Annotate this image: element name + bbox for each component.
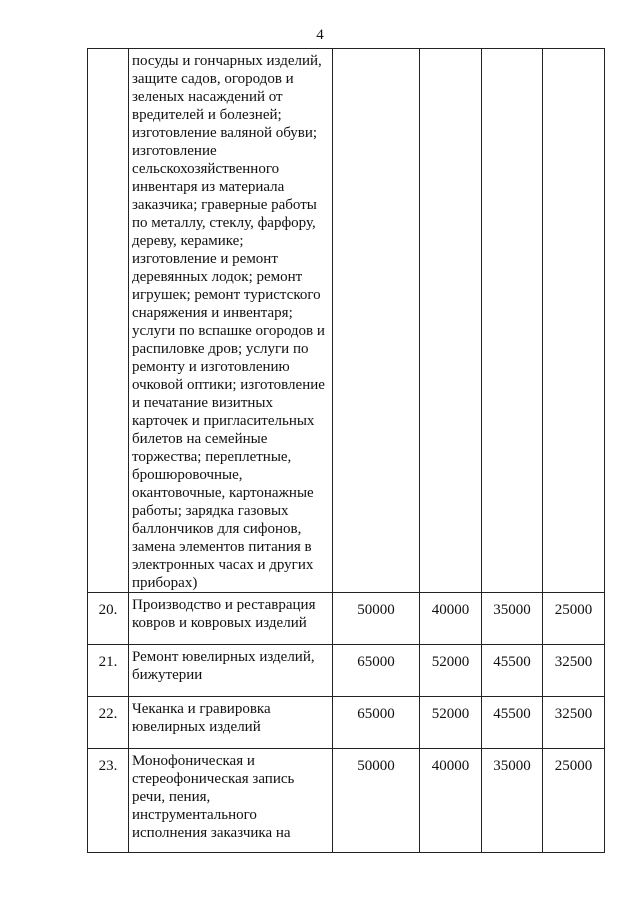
text-line: ковров и ковровых изделий bbox=[132, 615, 307, 631]
text-line: приборах) bbox=[132, 575, 198, 591]
text-line: исполнения заказчика на bbox=[132, 825, 291, 841]
text-line: по металлу, стеклу, фарфору, bbox=[132, 215, 316, 231]
value-cell bbox=[333, 49, 420, 593]
row-number-cell bbox=[88, 49, 129, 593]
text-line: зеленых насаждений от bbox=[132, 89, 283, 105]
text-line: Производство и реставрация bbox=[132, 597, 316, 613]
service-name-lines bbox=[132, 52, 330, 592]
price-value-4: 32500 bbox=[543, 697, 605, 749]
text-line: деревянных лодок; ремонт bbox=[132, 269, 303, 285]
text-line: изготовление и ремонт bbox=[132, 251, 278, 267]
text-line: Монофоническая и bbox=[132, 753, 255, 769]
text-line: бижутерии bbox=[132, 667, 203, 683]
price-value-4: 32500 bbox=[543, 645, 605, 697]
text-line: защите садов, огородов и bbox=[132, 71, 294, 87]
text-line: изготовление bbox=[132, 143, 217, 159]
price-value-3: 35000 bbox=[482, 749, 543, 853]
text-line: замена элементов питания в bbox=[132, 539, 312, 555]
text-line: услуги по вспашке огородов и bbox=[132, 323, 325, 339]
table-row-continuation bbox=[88, 49, 605, 593]
row-number: 21. bbox=[88, 645, 129, 697]
price-value-4: 25000 bbox=[543, 593, 605, 645]
service-name-cell bbox=[129, 697, 333, 749]
text-line: посуды и гончарных изделий, bbox=[132, 53, 322, 69]
price-value-1: 65000 bbox=[333, 697, 420, 749]
page-number: 4 bbox=[316, 27, 324, 43]
text-line: инвентаря из материала bbox=[132, 179, 285, 195]
text-line: очковой оптики; изготовление bbox=[132, 377, 325, 393]
value-cell bbox=[420, 49, 482, 593]
text-line: брошюровочные, bbox=[132, 467, 243, 483]
service-name-cell bbox=[129, 49, 333, 593]
row-number: 20. bbox=[88, 593, 129, 645]
price-value-3: 35000 bbox=[482, 593, 543, 645]
services-price-table bbox=[87, 48, 605, 853]
table-row bbox=[88, 749, 605, 853]
price-value-2: 40000 bbox=[420, 749, 482, 853]
price-value-2: 52000 bbox=[420, 645, 482, 697]
text-line: Чеканка и гравировка bbox=[132, 701, 271, 717]
service-name-cell bbox=[129, 645, 333, 697]
service-name-lines bbox=[132, 752, 330, 842]
text-line: вредителей и болезней; bbox=[132, 107, 282, 123]
row-number: 22. bbox=[88, 697, 129, 749]
table-row bbox=[88, 645, 605, 697]
price-value-3: 45500 bbox=[482, 697, 543, 749]
price-value-2: 52000 bbox=[420, 697, 482, 749]
text-line: торжества; переплетные, bbox=[132, 449, 292, 465]
price-value-1: 65000 bbox=[333, 645, 420, 697]
text-line: Ремонт ювелирных изделий, bbox=[132, 649, 315, 665]
table-row bbox=[88, 593, 605, 645]
text-line: окантовочные, картонажные bbox=[132, 485, 314, 501]
value-cell bbox=[543, 49, 605, 593]
text-line: игрушек; ремонт туристского bbox=[132, 287, 321, 303]
row-number: 23. bbox=[88, 749, 129, 853]
price-value-3: 45500 bbox=[482, 645, 543, 697]
text-line: работы; зарядка газовых bbox=[132, 503, 289, 519]
price-value-1: 50000 bbox=[333, 749, 420, 853]
value-cell bbox=[482, 49, 543, 593]
service-name-lines bbox=[132, 648, 330, 684]
text-line: дереву, керамике; bbox=[132, 233, 244, 249]
service-name-lines bbox=[132, 700, 330, 736]
text-line: речи, пения, bbox=[132, 789, 211, 805]
text-line: карточек и пригласительных bbox=[132, 413, 315, 429]
text-line: изготовление валяной обуви; bbox=[132, 125, 318, 141]
table-row bbox=[88, 697, 605, 749]
service-name-cell bbox=[129, 593, 333, 645]
service-name-lines bbox=[132, 596, 330, 632]
text-line: заказчика; граверные работы bbox=[132, 197, 317, 213]
text-line: электронных часах и других bbox=[132, 557, 314, 573]
text-line: ремонту и изготовлению bbox=[132, 359, 290, 375]
price-value-1: 50000 bbox=[333, 593, 420, 645]
text-line: ювелирных изделий bbox=[132, 719, 261, 735]
text-line: снаряжения и инвентаря; bbox=[132, 305, 293, 321]
text-line: сельскохозяйственного bbox=[132, 161, 280, 177]
text-line: билетов на семейные bbox=[132, 431, 268, 447]
price-value-4: 25000 bbox=[543, 749, 605, 853]
text-line: стереофоническая запись bbox=[132, 771, 295, 787]
text-line: распиловке дров; услуги по bbox=[132, 341, 309, 357]
price-value-2: 40000 bbox=[420, 593, 482, 645]
text-line: инструментального bbox=[132, 807, 257, 823]
text-line: баллончиков для сифонов, bbox=[132, 521, 302, 537]
service-name-cell bbox=[129, 749, 333, 853]
text-line: и печатание визитных bbox=[132, 395, 273, 411]
